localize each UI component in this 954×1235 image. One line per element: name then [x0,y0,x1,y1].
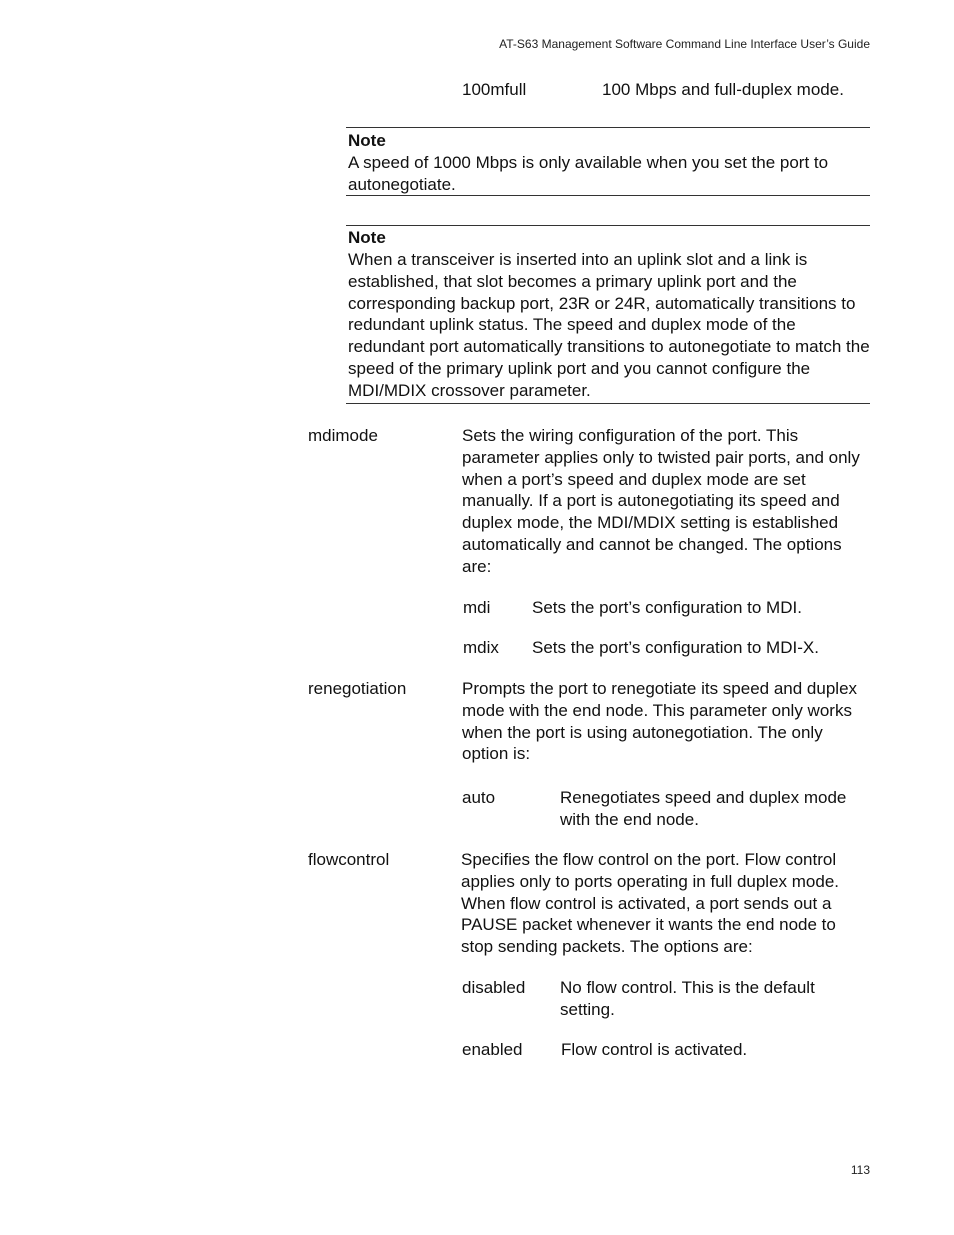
param-desc-renegotiation: Prompts the port to renegotiate its speed and duplex mode with the end node. This parameter only works when the port is using autonegotiation. The only option is: [462,679,858,764]
page-number: 113 [850,1163,870,1177]
option-desc-disabled: No flow control. This is the default setting. [560,978,815,1019]
option-name-100mfull: 100mfull [462,80,527,99]
param-desc-mdimode: Sets the wiring configuration of the port. This parameter applies only to twisted pair ports, and only when a port’s speed and duplex mode are set manually. If a port is autonegotiating its speed and duplex mode, the MDI/MDIX setting is established automatically and cannot be changed. The options are: [462,426,860,576]
param-desc-flowcontrol: Specifies the flow control on the port. Flow control applies only to ports operating in full duplex mode. When flow control is activated, a port sends out a PAUSE packet whenever it wants the end node to stop sending packets. The options are: [461,850,840,957]
option-desc-100mfull: 100 Mbps and full-duplex mode. [602,80,844,99]
option-name-mdix: mdix [463,638,499,657]
option-name-auto: auto [462,788,496,807]
note-box-uplink [346,225,870,404]
option-desc-auto: Renegotiates speed and duplex mode with the end node. [560,788,847,829]
running-header: AT-S63 Management Software Command Line Interface User’s Guide [499,37,870,51]
option-desc-mdi: Sets the port’s configuration to MDI. [532,598,802,617]
note-body: When a transceiver is inserted into an uplink slot and a link is established, that slot becomes a primary uplink port and the corresponding backup port, 23R or 24R, automatically transitions to redundant uplink status. The speed and duplex mode of the redundant port automatically transitions to autonegotiate to match the speed of the primary uplink port and you cannot configure the MDI/MDIX crossover parameter. [348,250,870,400]
param-name-mdimode: mdimode [308,426,378,445]
note-body: A speed of 1000 Mbps is only available when you set the port to autonegotiate. [348,153,829,194]
param-name-renegotiation: renegotiation [308,679,407,698]
option-name-disabled: disabled [462,978,526,997]
option-name-mdi: mdi [463,598,491,617]
option-name-enabled: enabled [462,1040,523,1059]
option-desc-enabled: Flow control is activated. [561,1040,748,1059]
note-title: Note [348,131,386,150]
note-box-speed [346,127,870,196]
note-title: Note [348,228,386,247]
option-desc-mdix: Sets the port’s configuration to MDI-X. [532,638,819,657]
param-name-flowcontrol: flowcontrol [308,850,390,869]
